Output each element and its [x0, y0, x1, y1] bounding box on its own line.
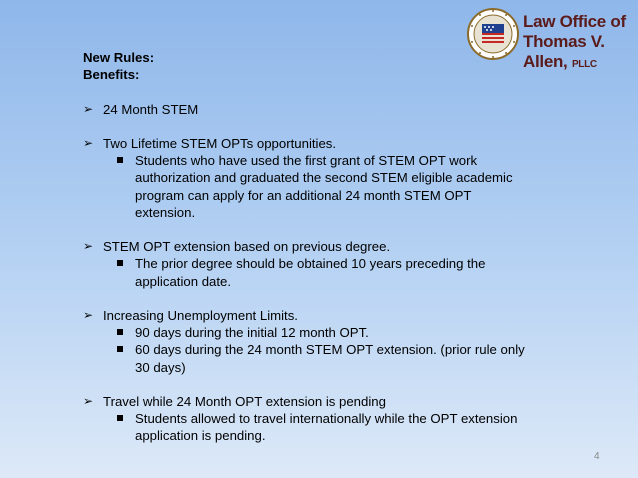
- list-item-text: Increasing Unemployment Limits.: [103, 307, 298, 323]
- sub-list-item: [83, 410, 603, 444]
- list-item-text: Two Lifetime STEM OPTs opportunities.: [103, 135, 337, 151]
- sub-list-item-line: 60 days during the 24 month STEM OPT extension. (prior rule only: [135, 342, 525, 358]
- sub-list-item-line: Students who have used the first grant of STEM OPT work: [135, 153, 478, 169]
- arrow-bullet-icon: ➢: [83, 135, 94, 150]
- sub-list-item: [83, 324, 603, 341]
- sub-list-item: [83, 255, 603, 289]
- arrow-bullet-icon: ➢: [83, 393, 94, 408]
- sub-list-item-line: application date.: [135, 273, 232, 289]
- list-item-text: STEM OPT extension based on previous degree.: [103, 239, 391, 255]
- square-bullet-icon: [117, 346, 123, 352]
- sub-list-item-line: application is pending.: [135, 428, 266, 444]
- list-item: [83, 238, 603, 255]
- list-item-text: Travel while 24 Month OPT extension is pending: [103, 393, 386, 409]
- sub-list-item-line: Students allowed to travel internationally while the OPT extension: [135, 411, 518, 427]
- sub-list-item-line: authorization and graduated the second STEM eligible academic: [135, 170, 513, 186]
- spacer: [83, 290, 603, 307]
- firm-name-line1: Law Office of: [523, 12, 626, 31]
- sub-list-item-line: 30 days): [135, 359, 186, 375]
- bullet-list: [83, 83, 603, 444]
- list-item: [83, 393, 603, 410]
- spacer: [83, 83, 603, 100]
- slide-heading-benefits: Benefits:: [83, 67, 140, 83]
- list-item-text: 24 Month STEM: [103, 101, 199, 117]
- arrow-bullet-icon: ➢: [83, 101, 94, 116]
- sub-list-item-line: 90 days during the initial 12 month OPT.: [135, 325, 369, 341]
- firm-suffix: PLLC: [571, 59, 597, 70]
- arrow-bullet-icon: ➢: [83, 307, 94, 322]
- sub-list-item: [83, 152, 603, 221]
- list-item: [83, 101, 603, 118]
- arrow-bullet-icon: ➢: [83, 239, 94, 254]
- sub-list-item-line: program can apply for an additional 24 month STEM OPT: [135, 187, 472, 203]
- spacer: [83, 376, 603, 393]
- spacer: [83, 118, 603, 135]
- page-number: 4: [594, 451, 600, 462]
- square-bullet-icon: [117, 415, 123, 421]
- spacer: [83, 221, 603, 238]
- square-bullet-icon: [117, 260, 123, 266]
- slide-content: [83, 49, 603, 445]
- sub-list-item: [83, 341, 603, 375]
- square-bullet-icon: [117, 157, 123, 163]
- firm-name-main: Thomas V. Allen,: [523, 32, 605, 71]
- list-item: [83, 307, 603, 324]
- list-item: [83, 135, 603, 152]
- slide-heading-new-rules: New Rules:: [83, 50, 155, 65]
- sub-list-item-line: extension.: [135, 204, 196, 220]
- square-bullet-icon: [117, 329, 123, 335]
- sub-list-item-line: The prior degree should be obtained 10 years preceding the: [135, 256, 486, 272]
